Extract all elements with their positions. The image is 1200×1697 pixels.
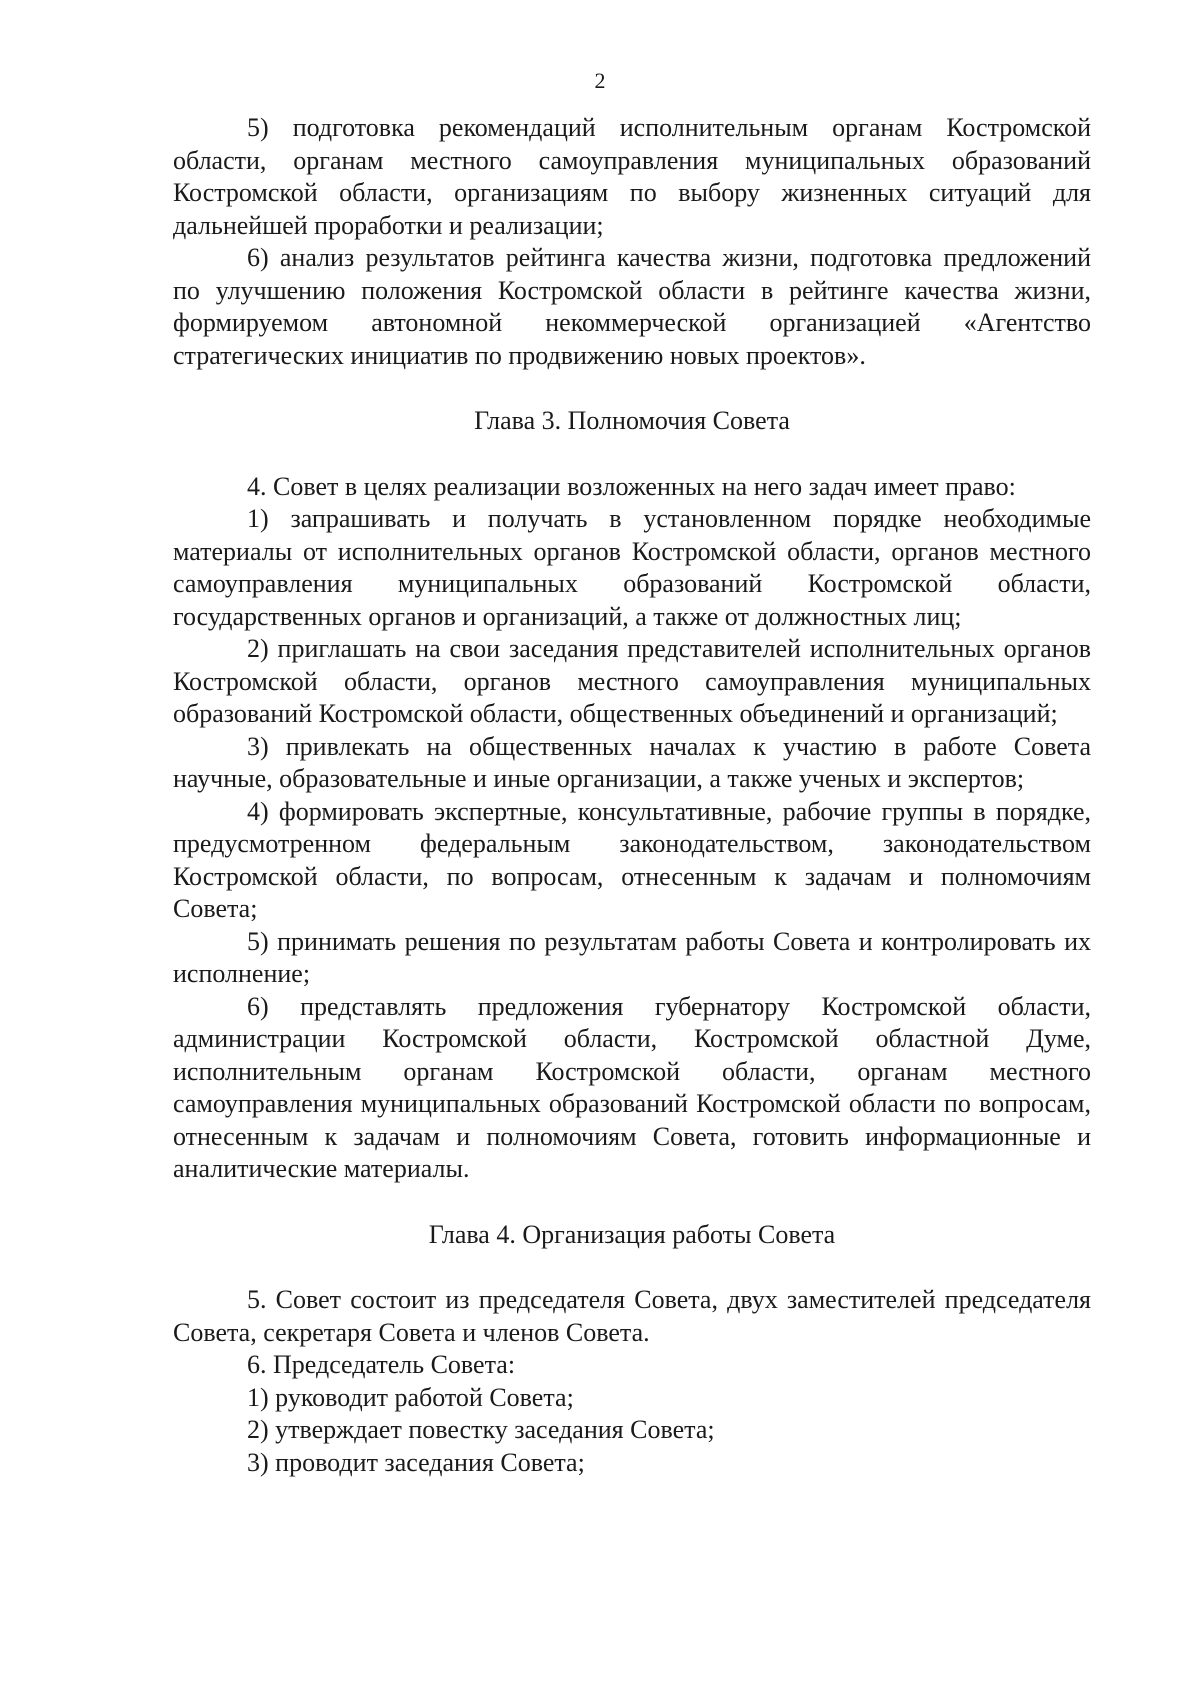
paragraph-item-4-2: 2) приглашать на свои заседания представителей исполнительных органов Костромской области, органов местного самоуправления муниципальных образований Костромской области, общественных объединений и организаций; (173, 634, 1091, 728)
chapter-4-heading: Глава 4. Организация работы Совета (428, 1219, 836, 1249)
page-number: 2 (594, 68, 606, 93)
paragraph-item-6-2: 2) утверждает повестку заседания Совета; (247, 1415, 715, 1444)
paragraph-item-6-1: 1) руководит работой Совета; (247, 1382, 574, 1412)
paragraph-item-6-3: 3) проводит заседания Совета; (247, 1447, 585, 1477)
paragraph-item-5: 5. Совет состоит из председателя Совета, двух заместителей председателя Совета, секретаря Совета и членов Совета. (173, 1285, 1091, 1347)
paragraph-item-4-4: 4) формировать экспертные, консультативные, рабочие группы в порядке, предусмотренном федеральным законодательством, законодательством Костромской области, по вопросам, отнесенным к задачам и полномочиям Совета; (173, 796, 1091, 923)
paragraph-item-4-5: 5) принимать решения по результатам работы Совета и контролировать их исполнение; (173, 926, 1091, 988)
paragraph-item-4: 4. Совет в целях реализации возложенных на него задач имеет право: (247, 471, 1016, 501)
paragraph-task-6: 6) анализ результатов рейтинга качества жизни, подготовка предложений по улучшению положения Костромской области в рейтинге качества жизни, формируемом автономной некоммерческой организацией «Агентство стратегических инициатив по продвижению новых проектов». (173, 243, 1091, 370)
paragraph-item-4-6: 6) представлять предложения губернатору Костромской области, администрации Костромской области, Костромской областной Думе, исполнительным органам Костромской области, органам местного самоуправления муниципальных образований Костромской области по вопросам, отнесенным к задачам и полномочиям Совета, готовить информационные и аналитические материалы. (173, 991, 1091, 1183)
paragraph-item-6: 6. Председатель Совета: (247, 1350, 516, 1379)
chapter-3-heading: Глава 3. Полномочия Совета (474, 406, 790, 435)
paragraph-task-5: 5) подготовка рекомендаций исполнительным органам Костромской области, органам местного самоуправления муниципальных образований Костромской области, организациям по выбору жизненных ситуаций для дальнейшей проработки и реализации; (173, 113, 1091, 240)
paragraph-item-4-1: 1) запрашивать и получать в установленном порядке необходимые материалы от исполнительных органов Костромской области, органов местного самоуправления муниципальных образований Костромской области, государственных органов и организаций, а также от должностных лиц; (173, 504, 1091, 631)
paragraph-item-4-3: 3) привлекать на общественных началах к участию в работе Совета научные, образовательные и иные организации, а также ученых и экспертов; (173, 731, 1091, 793)
document-body (173, 112, 1091, 1479)
